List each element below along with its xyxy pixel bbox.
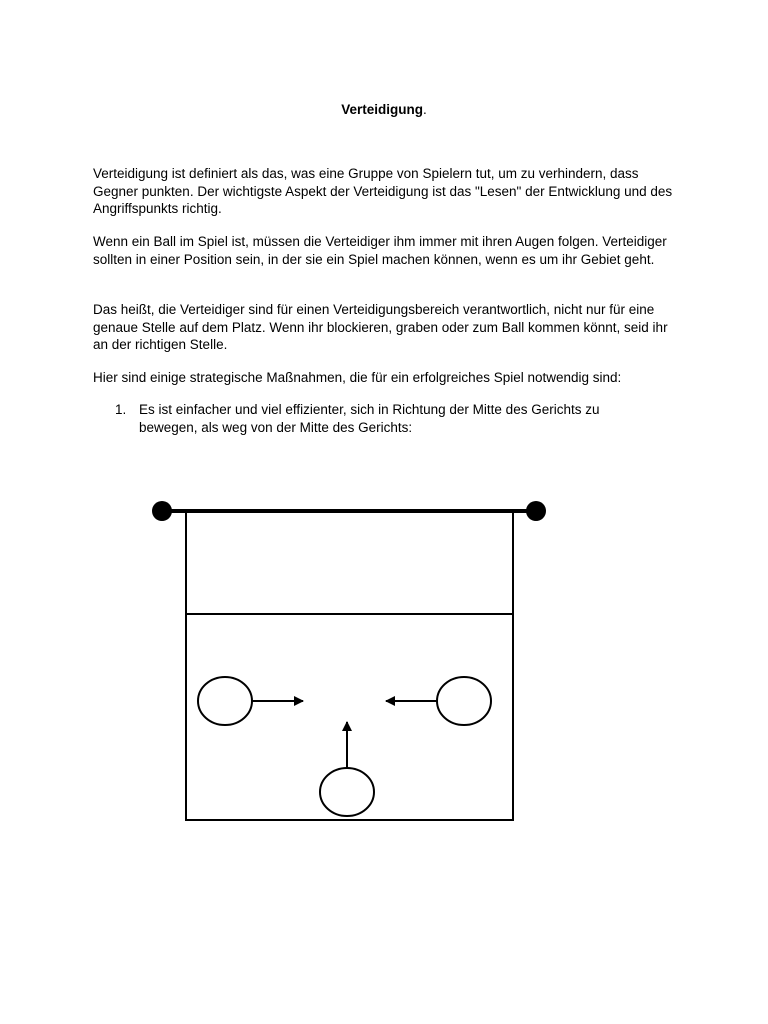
title-period: . (423, 102, 427, 117)
movement-arrows (252, 701, 437, 768)
list-item-text: Es ist einfacher und viel effizienter, sich in Richtung der Mitte des Gerichts zu bewegen, als weg von der Mitte des Gerichts: (139, 402, 600, 435)
paragraph-strategy-intro: Hier sind einige strategische Maßnahmen, die für ein erfolgreiches Spiel notwendig sind: (93, 370, 622, 385)
player-back (320, 768, 374, 816)
player-right (437, 677, 491, 725)
paragraph-defense-area: Das heißt, die Verteidiger sind für einen Verteidigungsbereich verantwortlich, nicht nur für eine genaue Stelle auf dem Platz. Wenn ihr blockieren, graben oder zum Ball kommen könnt, seid ihr an der richtigen Stelle. (93, 302, 668, 353)
player-left (198, 677, 252, 725)
net-post-right (526, 501, 546, 521)
list-item-number: 1. (115, 402, 127, 417)
net-post-left (152, 501, 172, 521)
paragraph-definition: Verteidigung ist definiert als das, was eine Gruppe von Spielern tut, um zu verhindern, dass Gegner punkten. Der wichtigste Aspekt der Verteidigung ist das "Lesen" der Entwicklung und des Angriffspunkts richtig. (93, 166, 673, 217)
players (198, 677, 491, 816)
title-text: Verteidigung (341, 102, 423, 117)
paragraph-ball-tracking: Wenn ein Ball im Spiel ist, müssen die Verteidiger ihm immer mit ihren Augen folgen. Verteidiger sollten in einer Position sein, in der sie ein Spiel machen können, wenn es um ihr Gebiet geht. (93, 234, 667, 267)
